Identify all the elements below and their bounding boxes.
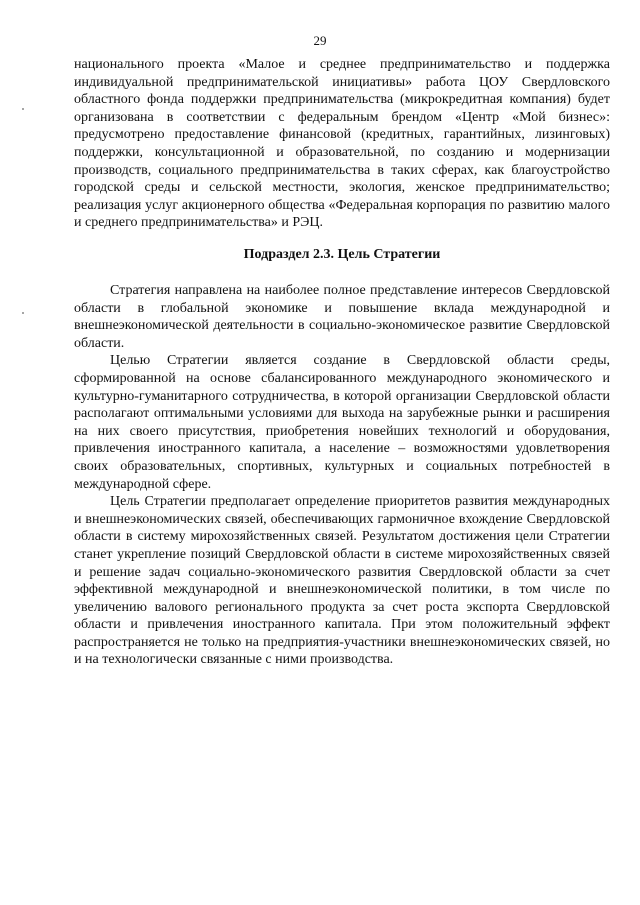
body-paragraph-2: Целью Стратегии является создание в Свердловской области среды, сформированной на основе сбалансированного международного экономического и культурно-гуманитарного сотрудничества, в которой организации Свердловской области располагают оптимальными условиями для выхода на зарубежные рынки и расширения на них своего присутствия, приобретения новейших технологий и оборудования, привлечения иностранного капитала, а население – возможностями удовлетворения своих образовательных, спортивных, культурных и социальных потребностей в международной сфере. bbox=[74, 353, 610, 492]
section-body bbox=[74, 282, 610, 669]
body-paragraph-1: Стратегия направлена на наиболее полное представление интересов Свердловской области в глобальной экономике и повышение вклада международной и внешнеэкономической деятельности в социально-экономическое развитие Свердловской области. bbox=[74, 283, 610, 351]
intro-paragraph: национального проекта «Малое и среднее предпринимательство и поддержка индивидуальной предпринимательской инициативы» работа ЦОУ Свердловского областного фонда поддержки предпринимательства (микрокредитная компания) будет организована в соответствии с федеральным брендом «Центр «Мой бизнес»: предусмотрено предоставление финансовой (кредитных, гарантийных, лизинговых) поддержки, консультационной и образовательной, по созданию и модернизации производств, социального предпринимательства в таких сферах, как благоустройство городской среды и сельской местности, экология, женское предпринимательство; реализация услуг акционерного общества «Федеральная корпорация по развитию малого и среднего предпринимательства» и РЭЦ. bbox=[74, 57, 610, 231]
scan-speck bbox=[22, 108, 24, 110]
scan-speck bbox=[22, 312, 24, 314]
section-heading: Подраздел 2.3. Цель Стратегии bbox=[243, 247, 441, 262]
body-paragraph-3: Цель Стратегии предполагает определение приоритетов развития международных и внешнеэкономических связей, обеспечивающих гармоничное вхождение Свердловской области в систему мирохозяйственных связей. Результатом достижения цели Стратегии станет укрепление позиций Свердловской области в системе мирохозяйственных связей и решение задач социально-экономического развития Свердловской области за счет эффективной международной и внешнеэкономической политики, в том числе по увеличению валового регионального продукта за счет роста экспорта Свердловской области и привлечения иностранного капитала. При этом положительный эффект распространяется не только на предприятия-участники внешнеэкономических связей, но и на технологически связанные с ними производства. bbox=[74, 494, 610, 668]
page-number: 29 bbox=[313, 33, 327, 48]
intro-block bbox=[74, 56, 610, 232]
